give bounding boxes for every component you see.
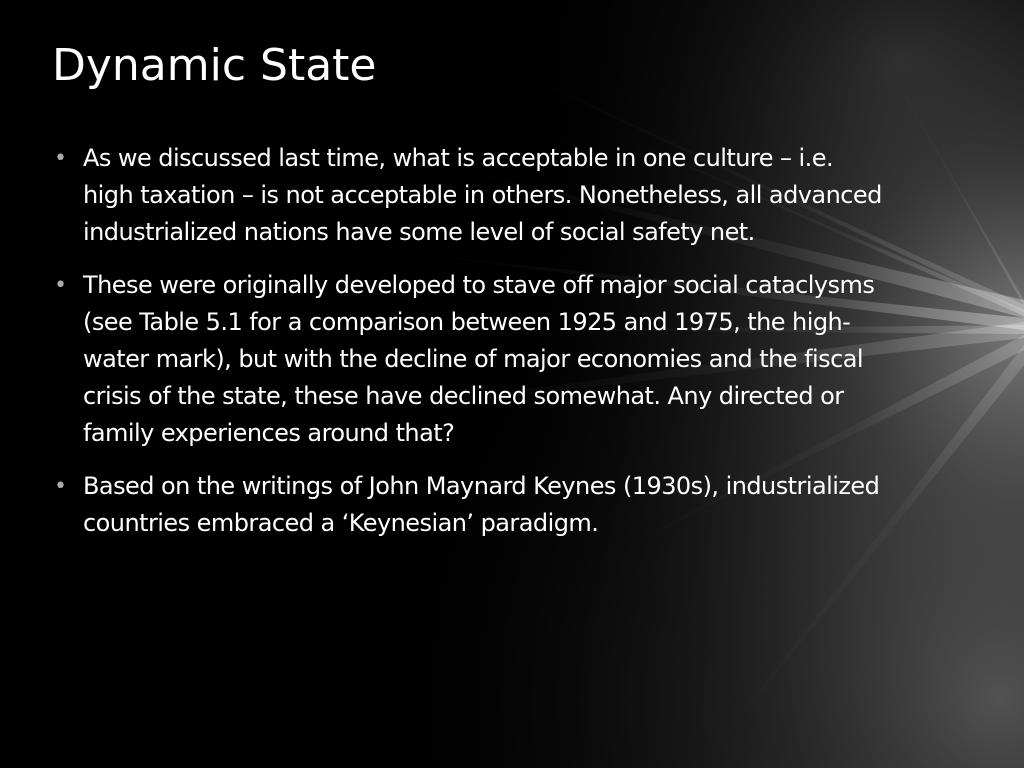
bullet-text: Based on the writings of John Maynard Keynes (1930s), industrialized countries embraced a ‘Keynesian’ paradigm. [83,472,880,537]
bullet-list [52,140,887,558]
bullet-dot-icon: • [54,273,67,298]
bullet-dot-icon: • [54,146,67,171]
bullet-item [52,140,887,251]
bullet-text: As we discussed last time, what is acceptable in one culture – i.e. high taxation – is not acceptable in others. Nonetheless, all advanced industrialized nations have some level of social safety net. [83,144,882,246]
bullet-dot-icon: • [54,474,67,499]
slide-title: Dynamic State [52,40,377,91]
bullet-text: These were originally developed to stave off major social cataclysms (see Table 5.1 for a comparison between 1925 and 1975, the high-water mark), but with the decline of major economies and the fiscal crisis of the state, these have declined somewhat. Any directed or family experiences around that? [83,271,875,447]
bullet-item [52,468,887,542]
bullet-item [52,267,887,452]
